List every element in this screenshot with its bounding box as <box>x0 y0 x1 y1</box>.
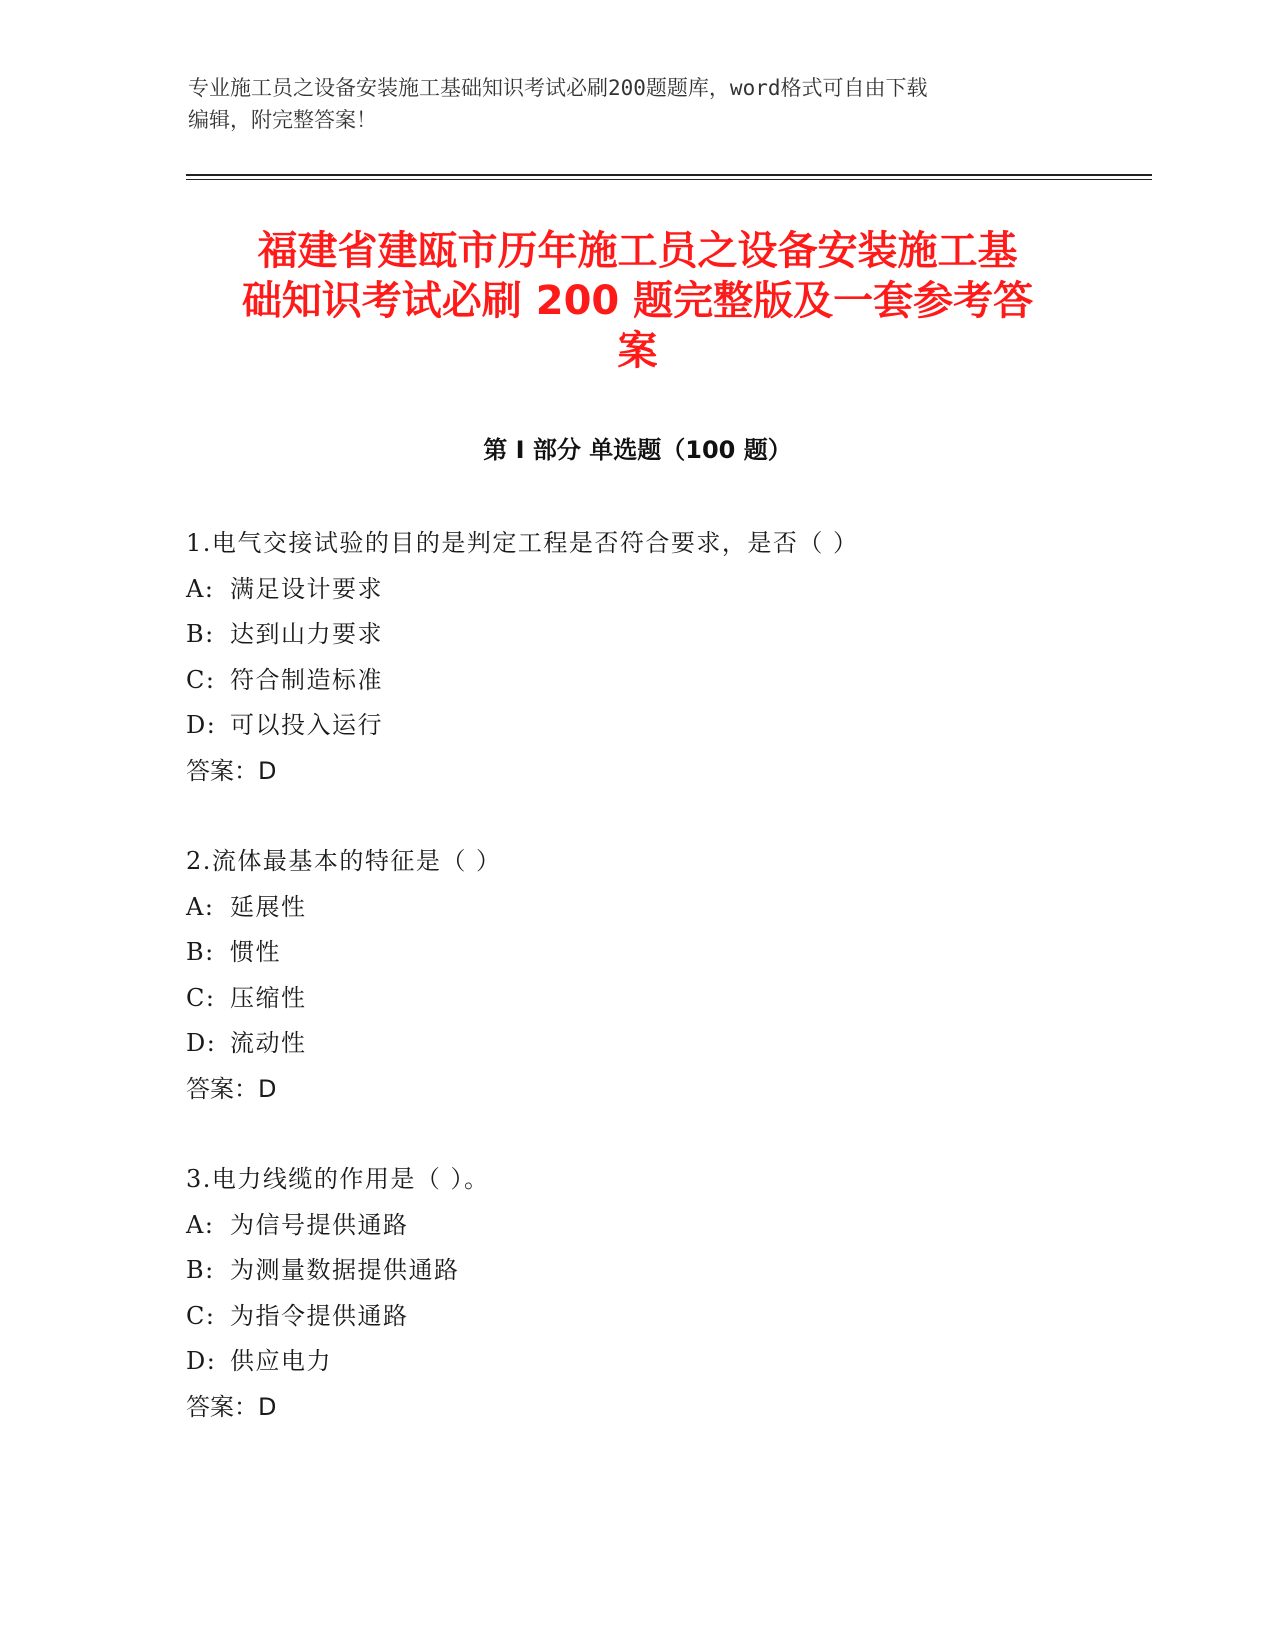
option-key: A: <box>186 892 215 921</box>
title-line-1: 福建省建瓯市历年施工员之设备安装施工基 <box>257 228 1018 274</box>
option-b <box>186 935 1146 981</box>
question-list <box>186 526 1146 1480</box>
header-note-line-2: 编辑，附完整答案！ <box>188 108 377 132</box>
option-key: C: <box>186 665 216 694</box>
answer: 答案：D <box>186 1392 277 1421</box>
question-stem: 1.电气交接试验的目的是判定工程是否符合要求，是否（ ） <box>186 529 859 557</box>
header-note <box>188 72 1068 136</box>
option-text: 延展性 <box>230 892 307 921</box>
question-3 <box>186 1162 1146 1435</box>
question-stem: 2.流体最基本的特征是（ ） <box>186 847 502 875</box>
title-line-2: 础知识考试必刷 200 题完整版及一套参考答 <box>241 278 1034 324</box>
option-key: B: <box>186 938 215 966</box>
option-text: 为测量数据提供通路 <box>230 1256 460 1284</box>
option-text: 惯性 <box>230 938 281 966</box>
option-text: 为信号提供通路 <box>230 1210 409 1239</box>
header-note-line-1: 专业施工员之设备安装施工基础知识考试必刷200题题库，word格式可自由下载 <box>188 76 928 100</box>
answer: 答案：D <box>186 1074 277 1103</box>
option-b <box>186 617 1146 663</box>
title-line-3: 案 <box>617 328 658 374</box>
option-a <box>186 572 1146 618</box>
option-c <box>186 1299 1146 1345</box>
option-text: 达到山力要求 <box>230 620 383 648</box>
answer: 答案：D <box>186 756 277 785</box>
question-stem: 3.电力线缆的作用是（ ）。 <box>186 1165 490 1193</box>
option-a <box>186 1208 1146 1254</box>
question-1 <box>186 526 1146 799</box>
document-title <box>190 226 1085 376</box>
question-2 <box>186 844 1146 1117</box>
option-key: D: <box>186 1347 217 1375</box>
header-rule-thin <box>186 179 1152 180</box>
option-c <box>186 981 1146 1027</box>
option-text: 压缩性 <box>230 983 307 1012</box>
option-a <box>186 890 1146 936</box>
option-b <box>186 1253 1146 1299</box>
option-key: A: <box>186 1210 215 1239</box>
option-text: 为指令提供通路 <box>230 1301 409 1330</box>
option-key: D: <box>186 1029 217 1057</box>
option-text: 可以投入运行 <box>230 711 383 739</box>
section-title: 第 I 部分 单选题（100 题） <box>483 436 792 464</box>
option-d <box>186 1344 1146 1390</box>
header-rule <box>186 174 1152 176</box>
option-key: C: <box>186 1301 216 1330</box>
option-c <box>186 663 1146 709</box>
option-key: B: <box>186 620 215 648</box>
option-key: A: <box>186 574 215 603</box>
option-key: B: <box>186 1256 215 1284</box>
option-key: C: <box>186 983 216 1012</box>
option-text: 供应电力 <box>230 1347 332 1375</box>
option-text: 流动性 <box>230 1029 307 1057</box>
option-d <box>186 1026 1146 1072</box>
option-key: D: <box>186 711 217 739</box>
option-text: 符合制造标准 <box>230 665 383 694</box>
option-d <box>186 708 1146 754</box>
option-text: 满足设计要求 <box>230 574 383 603</box>
